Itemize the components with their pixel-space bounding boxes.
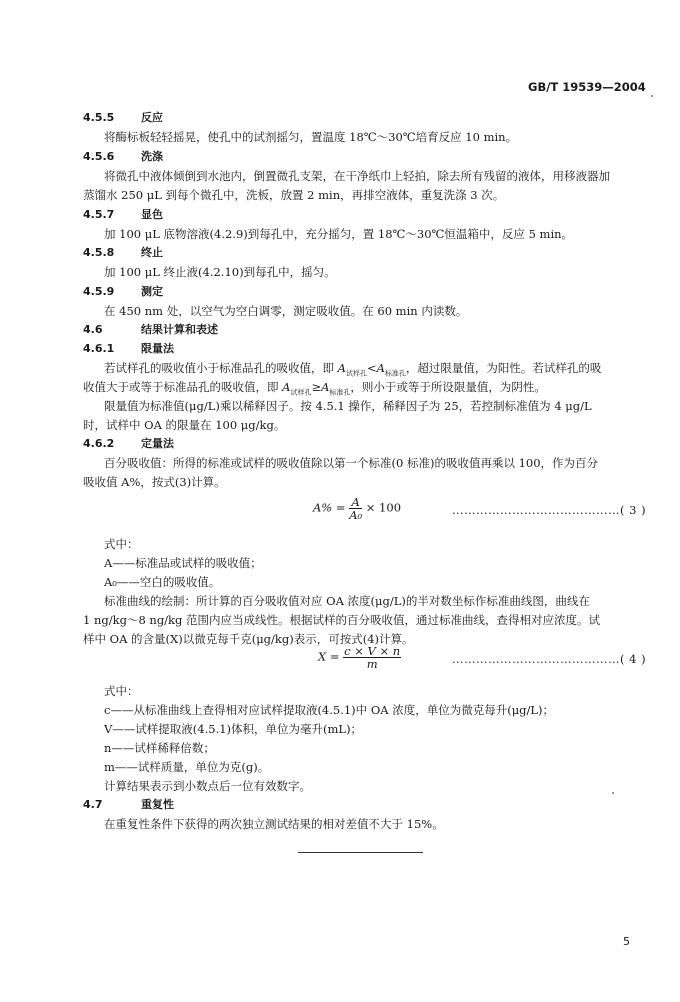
- paragraph-curve-line1: 标准曲线的绘制：所计算的百分吸收值对应 OA 浓度(μg/L)的半对数坐标作标准曲线图，曲线在: [104, 594, 590, 608]
- where-label-1: 式中：: [104, 537, 139, 551]
- paragraph-limit-line3: 限量值为标准值(μg/L)乘以稀释因子。按 4.5.1 操作，稀释因子为 25，若控制标准值为 4 μg/L: [104, 399, 592, 413]
- section-heading-quant-method: 4.6.2 定量法: [83, 437, 174, 450]
- equation-4-number: ……………………………………( 4 ): [452, 652, 647, 666]
- scan-mark: [651, 95, 653, 97]
- paragraph-limit-line1: 若试样孔的吸收值小于标准品孔的吸收值，即 $A_{试样孔}<A_{标准孔}$，超过限量值，为阳性。若试样孔的吸: [104, 361, 602, 378]
- paragraph-curve-line3: 样中 OA 的含量(X)以微克每千克(μg/kg)表示，可按式(4)计算。: [83, 632, 414, 646]
- paragraph-reaction: 将酶标板轻轻摇晃，使孔中的试剂摇匀，置温度 18℃～30℃培育反应 10 min。: [104, 130, 518, 144]
- section-heading-calculation: 4.6 结果计算和表述: [83, 323, 218, 336]
- definition-A0: A₀——空白的吸收值。: [104, 575, 221, 589]
- section-heading-stop: 4.5.8 终止: [83, 246, 163, 259]
- equation-4: X = $\frac{c \times V \times n}{m}$: [318, 644, 401, 672]
- where-label-2: 式中：: [104, 684, 139, 698]
- equation-3: A% = $\frac{A}{\text{A₀}}$ × 100: [313, 495, 402, 523]
- definition-n: n——试样稀释倍数；: [104, 741, 215, 755]
- section-heading-measure: 4.5.9 测定: [83, 285, 163, 298]
- paragraph-repeatability: 在重复性条件下获得的两次独立测试结果的相对差值不大于 15%。: [104, 817, 444, 831]
- paragraph-quant-line2: 吸收值 A%，按式(3)计算。: [83, 475, 226, 489]
- definition-m: m——试样质量，单位为克(g)。: [104, 760, 270, 774]
- paragraph-limit-line4: 时，试样中 OA 的限量在 100 μg/kg。: [83, 418, 286, 432]
- definition-c: c——从标准曲线上查得相对应试样提取液(4.5.1)中 OA 浓度，单位为微克每升(μg/L)；: [104, 703, 555, 717]
- paragraph-color: 加 100 μL 底物溶液(4.2.9)到每孔中，充分摇匀，置 18℃～30℃恒温箱中，反应 5 min。: [104, 227, 574, 241]
- section-heading-repeatability: 4.7 重复性: [83, 798, 174, 811]
- definition-A: A——标准品或试样的吸收值；: [104, 556, 262, 570]
- section-heading-reaction: 4.5.5 反应: [83, 111, 163, 124]
- paragraph-limit-line2: 收值大于或等于标准品孔的吸收值，即 $A_{试样孔}\ge A_{标准孔}$，则小于或等于所设限量值，为阴性。: [83, 380, 546, 397]
- end-rule: [298, 852, 423, 853]
- section-heading-limit-method: 4.6.1 限量法: [83, 342, 174, 355]
- paragraph-curve-line2: 1 ng/kg～8 ng/kg 范围内应当成线性。根据试样的百分吸收值，通过标准曲线，查得相对应浓度。试: [83, 613, 601, 627]
- paragraph-precision: 计算结果表示到小数点后一位有效数字。: [104, 779, 311, 793]
- page-number: 5: [623, 935, 630, 948]
- paragraph-measure: 在 450 nm 处，以空气为空白调零，测定吸收值。在 60 min 内读数。: [104, 304, 468, 318]
- paragraph-quant-line1: 百分吸收值：所得的标准或试样的吸收值除以第一个标准(0 标准)的吸收值再乘以 100，作为百分: [104, 456, 599, 470]
- standard-code: GB/T 19539—2004: [528, 80, 646, 94]
- equation-3-number: ……………………………………( 3 ): [452, 503, 647, 517]
- scan-mark: [612, 792, 614, 794]
- section-heading-washing: 4.5.6 洗涤: [83, 150, 163, 163]
- paragraph-washing-line1: 将微孔中液体倾倒到水池内，倒置微孔支架，在干净纸巾上轻拍，除去所有残留的液体，用移液器加: [104, 169, 610, 183]
- paragraph-washing-line2: 蒸馏水 250 μL 到每个微孔中，洗板，放置 2 min，再排空液体，重复洗涤 3 次。: [83, 188, 505, 202]
- paragraph-stop: 加 100 μL 终止液(4.2.10)到每孔中，摇匀。: [104, 265, 336, 279]
- section-heading-color: 4.5.7 显色: [83, 208, 163, 221]
- definition-V: V——试样提取液(4.5.1)体积，单位为毫升(mL)；: [104, 722, 363, 736]
